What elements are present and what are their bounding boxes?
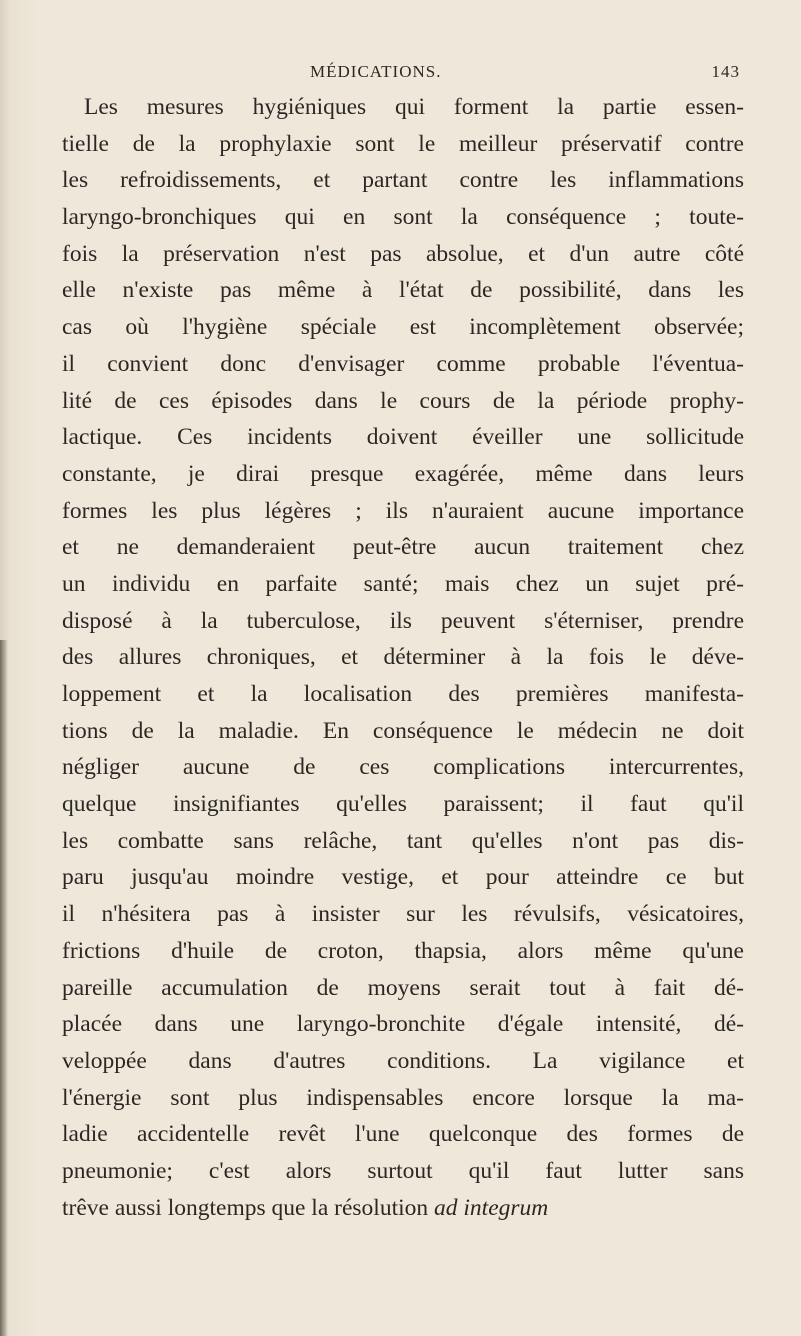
text-line: lactique. Ces incidents doivent éveiller une sollicitude	[62, 424, 744, 451]
text-line: il convient donc d'envisager comme probable l'éventua-	[62, 350, 744, 377]
text-line: les combatte sans relâche, tant qu'elles n'ont pas dis-	[62, 827, 744, 854]
last-line-text: trêve aussi longtemps que la résolution	[62, 1194, 429, 1221]
text-line: veloppée dans d'autres conditions. La vigilance et	[62, 1047, 744, 1074]
text-line: elle n'existe pas même à l'état de possibilité, dans les	[62, 277, 744, 304]
text-line: tielle de la prophylaxie sont le meilleur préservatif contre	[62, 130, 744, 157]
text-line: tions de la maladie. En conséquence le médecin ne doit	[62, 717, 744, 744]
italic-phrase: ad integrum	[434, 1194, 549, 1221]
text-line: des allures chroniques, et déterminer à la fois le déve-	[62, 644, 744, 671]
running-head	[62, 62, 758, 86]
text-line: Les mesures hygiéniques qui forment la partie essen-	[84, 94, 744, 120]
text-line: placée dans une laryngo-bronchite d'égale intensité, dé-	[62, 1011, 744, 1038]
text-line: disposé à la tuberculose, ils peuvent s'éterniser, prendre	[62, 607, 744, 634]
text-line: pareille accumulation de moyens serait tout à fait dé-	[62, 974, 744, 1001]
body-paragraph	[62, 89, 744, 1226]
page-edge-shadow	[0, 640, 8, 1336]
text-line: pneumonie; c'est alors surtout qu'il faut lutter sans	[62, 1157, 744, 1184]
text-line: ladie accidentelle revêt l'une quelconque des formes de	[62, 1121, 744, 1148]
running-title: MÉDICATIONS.	[310, 62, 442, 81]
text-line: un individu en parfaite santé; mais chez un sujet pré-	[62, 570, 744, 597]
text-line: il n'hésitera pas à insister sur les révulsifs, vésicatoires,	[62, 901, 744, 928]
text-line: paru jusqu'au moindre vestige, et pour atteindre ce but	[62, 864, 744, 891]
text-line: cas où l'hygiène spéciale est incomplètement observée;	[62, 314, 744, 341]
text-line: formes les plus légères ; ils n'auraient aucune importance	[62, 497, 744, 524]
text-line: négliger aucune de ces complications intercurrentes,	[62, 754, 744, 781]
text-line: quelque insignifiantes qu'elles paraissent; il faut qu'il	[62, 791, 744, 818]
text-line: et ne demanderaient peut-être aucun traitement chez	[62, 534, 744, 561]
text-line: les refroidissements, et partant contre les inflammations	[62, 167, 744, 194]
text-line: frictions d'huile de croton, thapsia, alors même qu'une	[62, 937, 744, 964]
text-line-last	[62, 1190, 744, 1227]
text-line: l'énergie sont plus indispensables encore lorsque la ma-	[62, 1084, 744, 1111]
text-line: lité de ces épisodes dans le cours de la période prophy-	[62, 387, 744, 414]
text-line: constante, je dirai presque exagérée, même dans leurs	[62, 460, 744, 487]
page-number: 143	[711, 62, 740, 81]
text-line: fois la préservation n'est pas absolue, et d'un autre côté	[62, 240, 744, 267]
text-line: laryngo-bronchiques qui en sont la conséquence ; toute-	[62, 204, 744, 231]
text-line: loppement et la localisation des premières manifesta-	[62, 681, 744, 707]
